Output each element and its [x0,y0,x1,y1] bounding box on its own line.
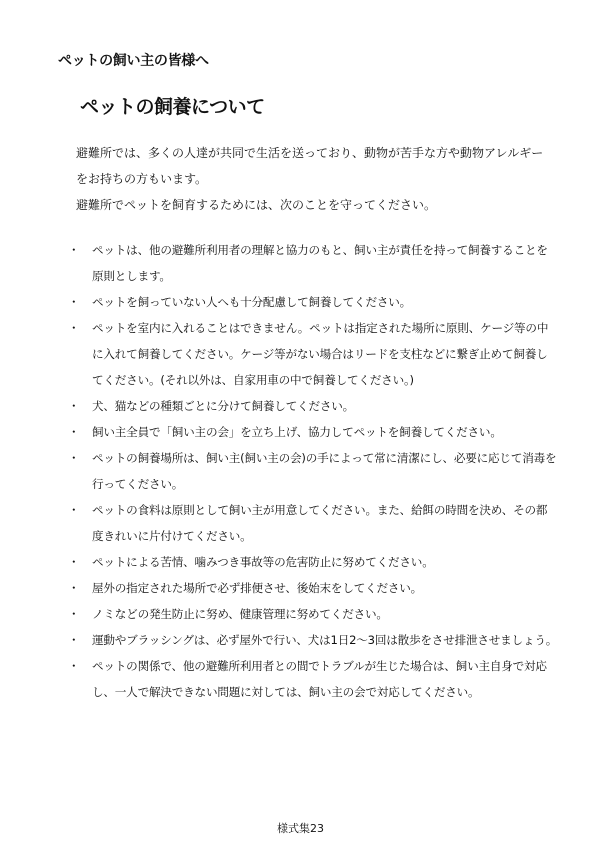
rule-item [58,315,558,393]
bullet-mark: ・ [68,633,80,647]
rule-item [58,419,558,445]
page-footer: 様式集23 [277,822,324,835]
rule-text: 飼い主全員で「飼い主の会」を立ち上げ、協力してペットを飼養してください。 [92,425,502,439]
rule-item [58,653,558,705]
rule-text: 屋外の指定された場所で必ず排便させ、後始末をしてください。 [92,581,423,595]
rule-text: ペットによる苦情、噛みつき事故等の危害防止に努めてください。 [92,555,434,569]
rule-text: ペットの食料は原則として飼い主が用意してください。また、給餌の時間を決め、その都度きれいに片付けてください。 [92,503,548,543]
bullet-mark: ・ [68,243,80,257]
rule-item [58,237,558,289]
bullet-mark: ・ [68,659,80,673]
rules-list [58,237,558,705]
bullet-mark: ・ [68,295,80,309]
rule-text: ペットの関係で、他の避難所利用者との間でトラブルが生じた場合は、飼い主自身で対応し、一人で解決できない問題に対しては、飼い主の会で対応してください。 [92,659,547,699]
page-title: ペットの飼養について [80,96,265,118]
intro-paragraph: 避難所では、多くの人達が共同で生活を送っており、動物が苦手な方や動物アレルギーをお持ちの方もいます。 [76,146,544,186]
rule-text: ペットを飼っていない人へも十分配慮して飼養してください。 [92,295,412,309]
rule-text: ノミなどの発生防止に努め、健康管理に努めてください。 [92,607,388,621]
intro-block [76,140,546,218]
bullet-mark: ・ [68,581,80,595]
rule-item [58,601,558,627]
bullet-mark: ・ [68,451,80,465]
bullet-mark: ・ [68,503,80,517]
rule-text: 運動やブラッシングは、必ず屋外で行い、犬は1日2～3回は散歩をさせ排泄させましょう。 [92,633,558,647]
rule-item [58,627,558,653]
rule-item [58,575,558,601]
rule-item [58,393,558,419]
rule-item [58,497,558,549]
rule-text: 犬、猫などの種類ごとに分けて飼養してください。 [92,399,355,413]
rule-text: ペットを室内に入れることはできません。ペットは指定された場所に原則、ケージ等の中に入れて飼養してください。ケージ等がない場合はリードを支柱などに繋ぎ止めて飼養してください。(それ以外は、自家用車の中で飼養してください。) [92,321,549,387]
rule-item [58,549,558,575]
bullet-mark: ・ [68,555,80,569]
rule-text: ペットは、他の避難所利用者の理解と協力のもと、飼い主が責任を持って飼養することを原則とします。 [92,243,548,283]
rule-item [58,289,558,315]
bullet-mark: ・ [68,399,80,413]
page-header: ペットの飼い主の皆様へ [58,53,209,69]
intro-paragraph: 避難所でペットを飼育するためには、次のことを守ってください。 [76,198,437,212]
bullet-mark: ・ [68,425,80,439]
bullet-mark: ・ [68,321,80,335]
bullet-mark: ・ [68,607,80,621]
rule-item [58,445,558,497]
rule-text: ペットの飼養場所は、飼い主(飼い主の会)の手によって常に清潔にし、必要に応じて消毒を行ってください。 [92,451,557,491]
